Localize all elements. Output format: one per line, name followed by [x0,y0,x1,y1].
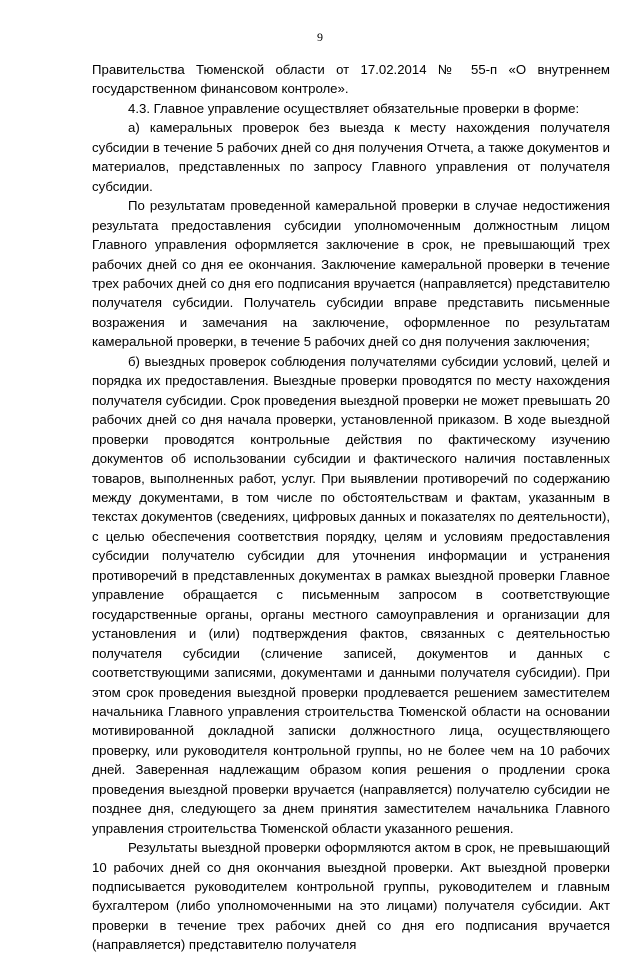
document-body [92,60,610,955]
paragraph-desk-audit-results: По результатам проведенной камеральной проверки в случае недостижения результата предоставления субсидии уполномоченным должностным лицом Главного управления оформляется заключение в срок, не превышающий трех рабочих дней со дня ее окончания. Заключение камеральной проверки в течение трех рабочих дней со дня его подписания вручается (направляется) представителю получателя субсидии. Получатель субсидии вправе представить письменные возражения и замечания на заключение, оформленное по результатам камеральной проверки, в течение 5 рабочих дней со дня получения заключения; [92,198,610,350]
page-number: 9 [317,30,323,44]
paragraph-item-b: б) выездных проверок соблюдения получателями субсидии условий, целей и порядка их предоставления. Выездные проверки проводятся по месту нахождения получателя субсидии. Срок проведения выездной проверки не может превышать 20 рабочих дней со дня начала проверки, установленной приказом. В ходе выездной проверки проводятся контрольные действия по фактическому изучению документов об использовании субсидии и фактического наличия поставленных товаров, выполненных работ, услуг. При выявлении противоречий по содержанию между документами, в том числе по обстоятельствам и фактам, указанным в текстах документов (сведениях, цифровых данных и показателях по деятельности), с целью обеспечения соответствия порядку, целям и условиям предоставления субсидии получателю субсидии для уточнения информации и устранения противоречий в представленных документах в рамках выездной проверки Главное управление обращается с письменным запросом в соответствующие государственные органы, органы местного самоуправления и организации для установления и (или) подтверждения фактов, связанных с деятельностью получателя субсидии (сличение записей, документов и данных с соответствующими записями, документами и данными получателя субсидии). При этом срок проведения выездной проверки продлевается решением заместителем начальника Главного управления строительства Тюменской области на основании мотивированной докладной записки должностного лица, осуществляющего проверку, или руководителя контрольной группы, но не более чем на 10 рабочих дней. Заверенная надлежащим образом копия решения о продлении срока проведения выездной проверки вручается (направляется) получателю субсидии не позднее дня, следующего за днем принятия заместителем начальника Главного управления строительства Тюменской области указанного решения. [92,353,610,836]
paragraph-section-4-3: 4.3. Главное управление осуществляет обязательные проверки в форме: [128,100,580,116]
paragraph-field-audit-results: Результаты выездной проверки оформляются актом в срок, не превышающий 10 рабочих дней со дня окончания выездной проверки. Акт выездной проверки подписывается руководителем контрольной группы, руководителем и главным бухгалтером (либо уполномоченными на это лицами) получателя субсидии. Акт проверки в течение трех рабочих дней со дня его подписания вручается (направляется) представителю получателя [92,840,610,953]
paragraph-continuation: Правительства Тюменской области от 17.02.2014 № 55-п «О внутреннем государственном финансовом контроле». [92,62,610,97]
paragraph-item-a: а) камеральных проверок без выезда к месту нахождения получателя субсидии в течение 5 рабочих дней со дня получения Отчета, а также документов и материалов, представленных по запросу Главного управления от получателя субсидии. [92,120,610,194]
